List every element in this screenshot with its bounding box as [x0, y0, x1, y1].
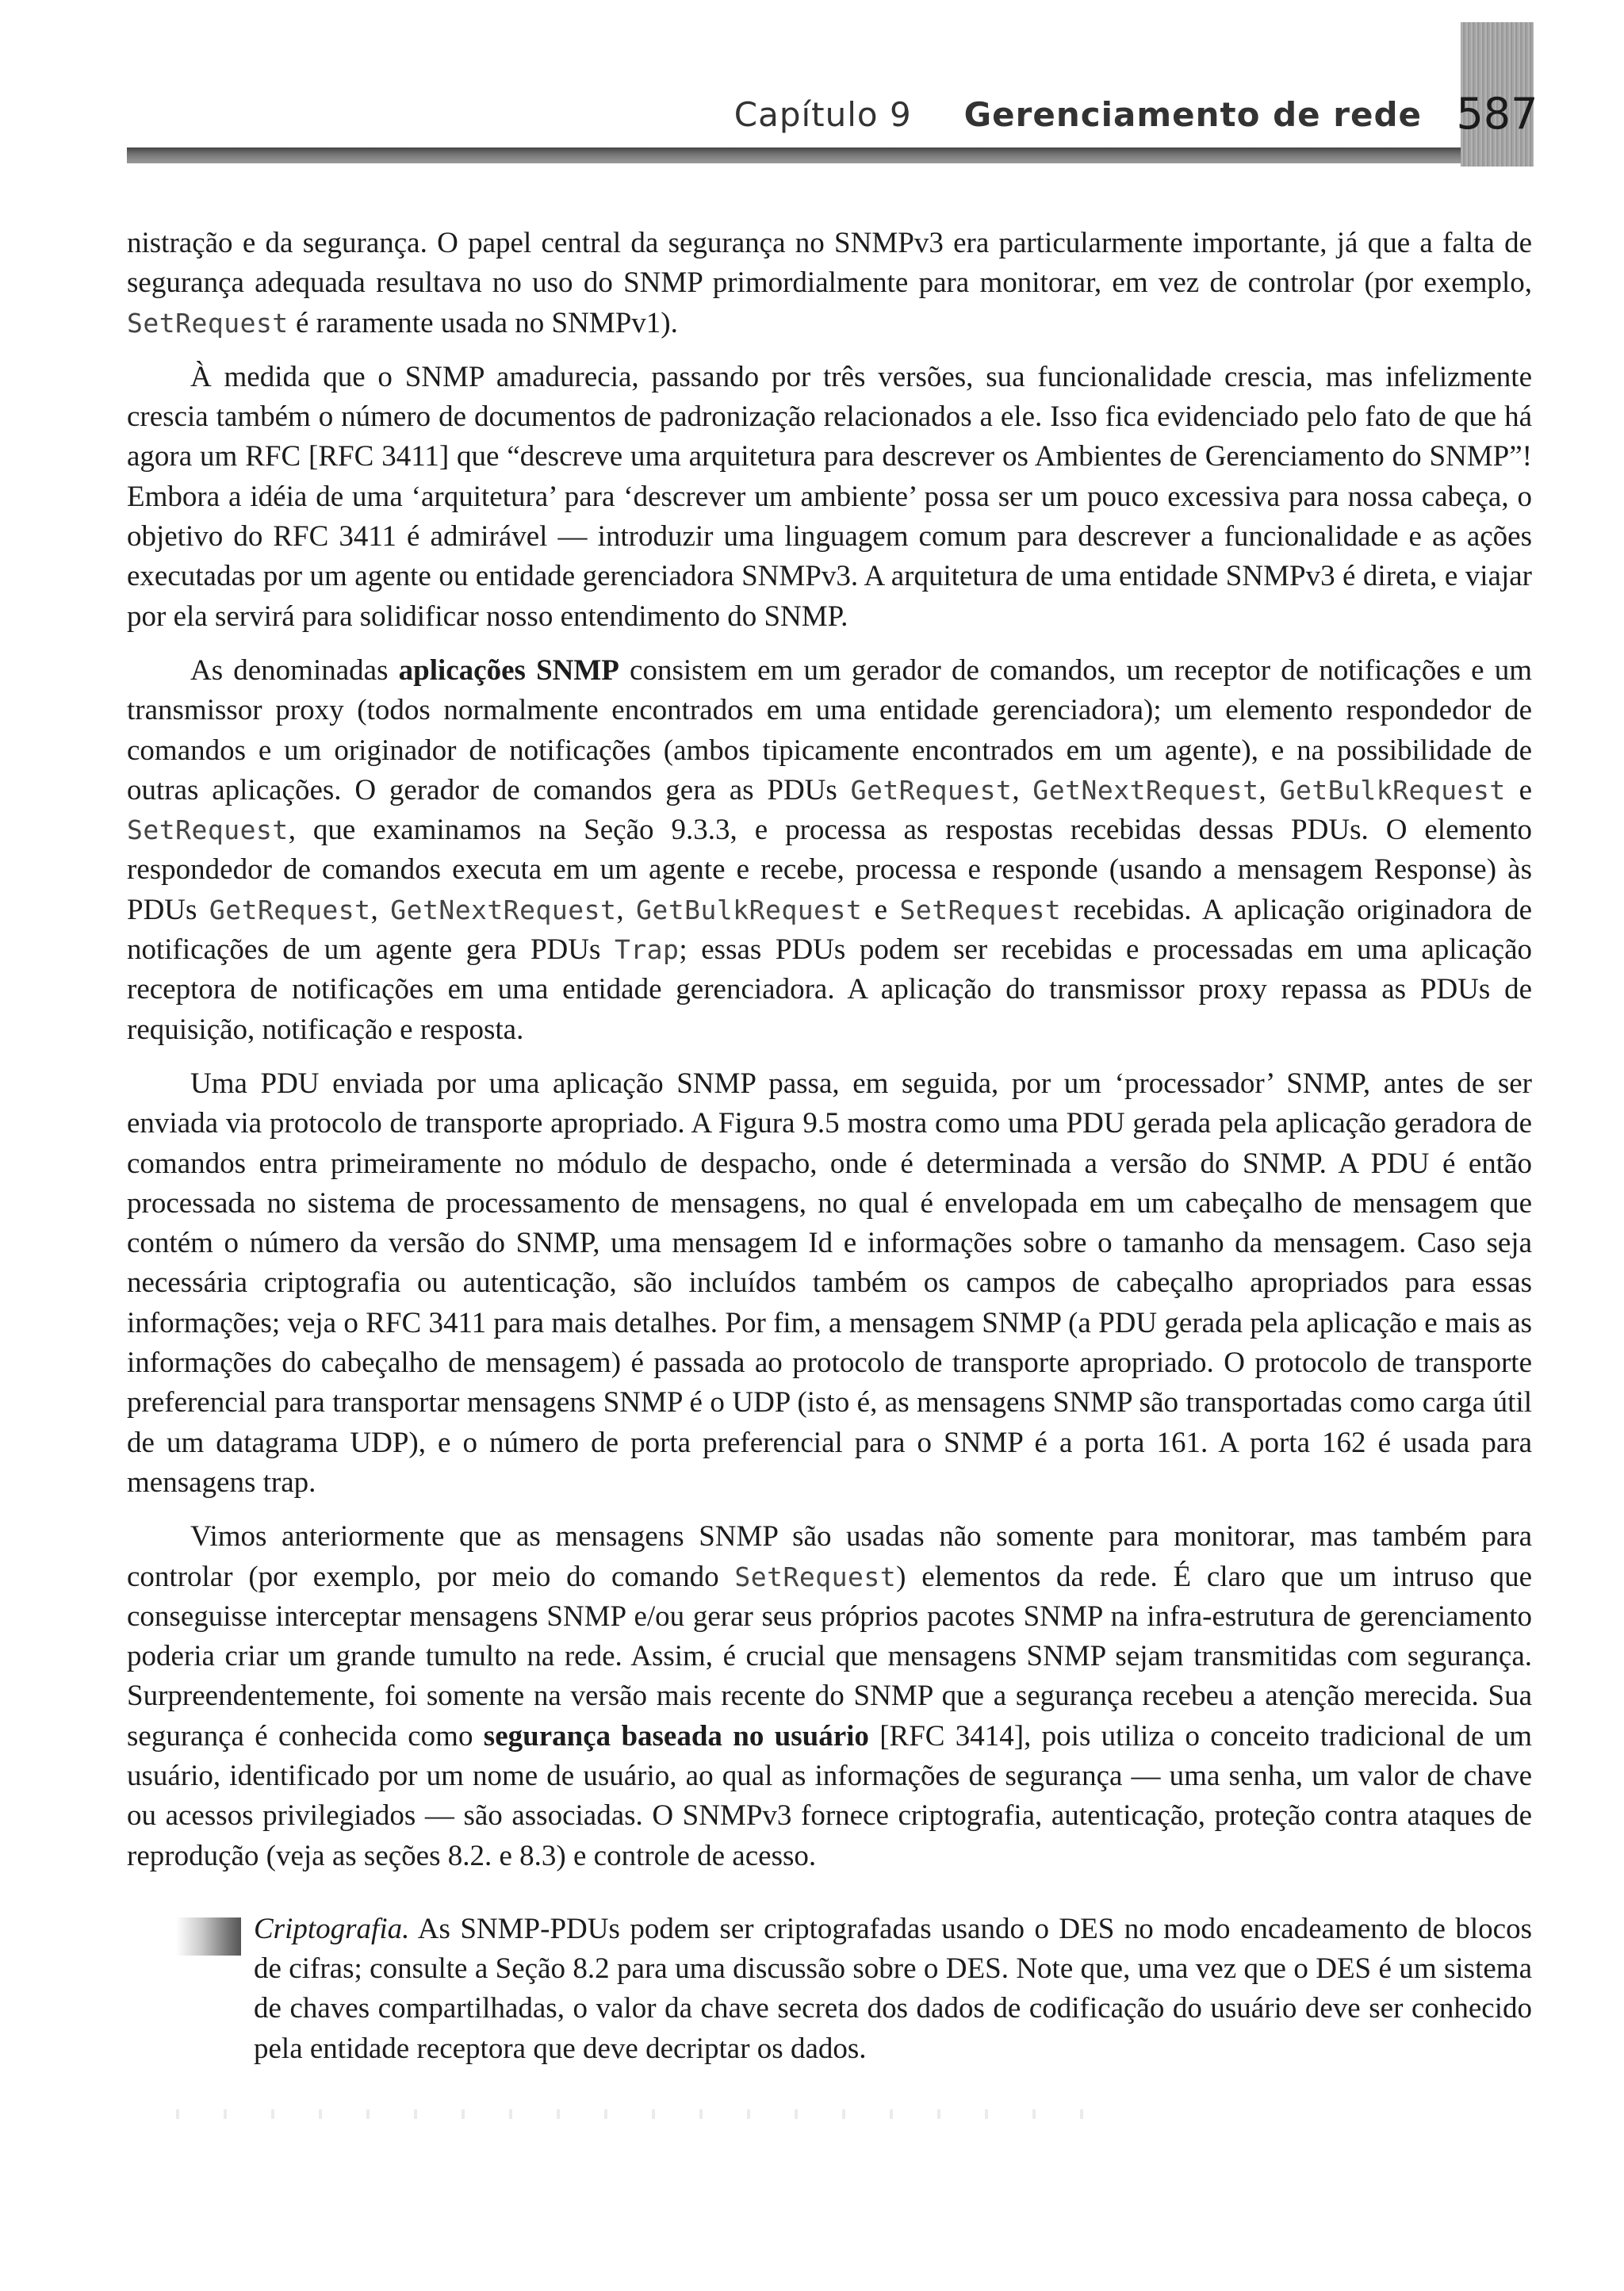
text-run: , — [616, 893, 637, 926]
code-term: GetBulkRequest — [1279, 774, 1506, 806]
text-run: , que examinamos na Seção 9.3.3, e processa as respostas recebidas dessas PDUs. O elemento respondedor de comandos executa em um agente e recebe, processa e responde (usando a mensagem Response) às PDUs — [127, 814, 1532, 926]
paragraph — [254, 1910, 1532, 2069]
code-term: Trap — [614, 934, 680, 966]
text-run: Uma PDU enviada por uma aplicação SNMP passa, em seguida, por um ‘processador’ SNMP, antes de ser enviada via protocolo de transporte apropriado. A Figura 9.5 mostra como uma PDU gerada pela aplicação geradora de comandos entra primeiramente no módulo de despacho, onde é determinada a versão do SNMP. A PDU é então processada no sistema de processamento de mensagens, no qual é envelopada em um cabeçalho de mensagem que contém o número da versão do SNMP, uma mensagem Id e informações sobre o tamanho da mensagem. Caso seja necessária criptografia ou autenticação, são incluídos também os campos de cabeçalho apropriados para essas informações; veja o RFC 3411 para mais detalhes. Por fim, a mensagem SNMP (a PDU gerada pela aplicação e mais as informações do cabeçalho de mensagem) é passada ao protocolo de transporte apropriado. O protocolo de transporte preferencial para transportar mensagens SNMP é o UDP (isto é, as mensagens SNMP são transportadas como carga útil de um datagrama UDP), e o número de porta preferencial para o SNMP é a porta 161. A porta 162 é usada para mensagens trap. — [127, 1067, 1532, 1499]
bullet-item — [127, 1910, 1532, 2069]
text-run: , — [370, 893, 391, 926]
text-run: As denominadas — [190, 653, 399, 687]
code-term: SetRequest — [127, 814, 289, 846]
section-title: Gerenciamento de rede — [963, 95, 1422, 134]
code-term: SetRequest — [734, 1561, 897, 1592]
header-rule — [127, 147, 1484, 163]
paragraph — [127, 1517, 1532, 1876]
text-run: e — [862, 893, 900, 926]
text-run: recebidas. A aplicação originadora de notificações de um agente gera PDUs — [127, 893, 1533, 967]
text-run: nistração e da segurança. O papel central da segurança no SNMPv3 era particularmente importante, já que a falta de segurança adequada resultava no uso do SNMP primordialmente para monitorar, em vez de controlar (por exemplo, — [127, 227, 1532, 300]
text-run: ; essas PDUs podem ser recebidas e processadas em uma aplicação receptora de notificações em uma entidade gerenciadora. A aplicação do transmissor proxy repassa as PDUs de requisição, notificação e resposta. — [127, 933, 1532, 1046]
code-term: GetRequest — [209, 894, 371, 925]
code-term: SetRequest — [899, 894, 1062, 925]
paragraph — [127, 224, 1532, 343]
text-run: Vimos anteriormente que as mensagens SNMP são usadas não somente para monitorar, mas também para controlar (por exemplo, por meio do comando — [127, 1520, 1532, 1593]
italic-term: Criptografia. — [254, 1912, 410, 1945]
text-run: e — [1505, 773, 1532, 806]
text-run: [RFC 3414], pois utiliza o conceito tradicional de um usuário, identificado por um nome de usuário, ao qual as informações de segurança — uma senha, um valor de chave ou acessos privilegiados — são associadas. O SNMPv3 fornece criptografia, autenticação, proteção contra ataques de reprodução (veja as seções 8.2. e 8.3) e controle de acesso. — [127, 1719, 1532, 1872]
text-run: , — [1012, 773, 1033, 806]
text-run: consistem em um gerador de comandos, um receptor de notificações e um transmissor proxy (todos normalmente encontrados em uma entidade gerenciadora); um elemento respondedor de comandos e um originador de notificações (ambos tipicamente encontrados em um agente), e na possibilidade de outras aplicações. O gerador de comandos gera as PDUs — [127, 653, 1532, 806]
text-run: ) elementos da rede. É claro que um intruso que conseguisse interceptar mensagens SNMP e/ou gerar seus próprios pacotes SNMP na infra-estrutura de gerenciamento poderia criar um grande tumulto na rede. Assim, é crucial que mensagens SNMP sejam transmitidas com segurança. Surpreendentemente, foi somente na versão mais recente do SNMP que a segurança recebeu a atenção merecida. Sua segurança é conhecida como — [127, 1560, 1532, 1753]
text-run: , — [1258, 773, 1280, 806]
scan-artifact — [159, 2109, 1110, 2119]
text-run: é raramente usada no SNMPv1). — [288, 306, 678, 339]
code-term: GetNextRequest — [1032, 774, 1259, 806]
text-run: À medida que o SNMP amadurecia, passando por três versões, sua funcionalidade crescia, mas infelizmente crescia também o número de documentos de padronização relacionados a ele. Isso fica evidenciado pelo fato de que há agora um RFC [RFC 3411] que “descreve uma arquitetura para descrever os Ambientes de Gerenciamento do SNMP”! Embora a idéia de uma ‘arquitetura’ para ‘descrever um ambiente’ possa ser um pouco excessiva para nossa cabeça, o objetivo do RFC 3411 é admirável — introduzir uma linguagem comum para descrever a funcionalidade e as ações executadas por um agente ou entidade gerenciadora SNMPv3. A arquitetura de uma entidade SNMPv3 é direta, e viajar por ela servirá para solidificar nosso entendimento do SNMP. — [127, 360, 1532, 633]
bold-term: aplicações SNMP — [398, 653, 619, 687]
bullet-marker-icon — [176, 1917, 241, 1956]
text-run: As SNMP-PDUs podem ser criptografadas usando o DES no modo encadeamento de blocos de cifras; consulte a Seção 8.2 para uma discussão sobre o DES. Note que, uma vez que o DES é um sistema de chaves compartilhadas, o valor da chave secreta dos dados de codificação do usuário deve ser conhecido pela entidade receptora que deve decriptar os dados. — [254, 1912, 1532, 2065]
page-number: 587 — [1456, 89, 1538, 139]
paragraph — [127, 1064, 1532, 1503]
header-title — [734, 95, 1422, 134]
chapter-label: Capítulo 9 — [733, 95, 912, 134]
page-body — [127, 224, 1532, 2083]
paragraph — [127, 358, 1532, 637]
bold-term: segurança baseada no usuário — [483, 1719, 869, 1753]
code-term: SetRequest — [127, 307, 289, 339]
paragraph — [127, 651, 1532, 1050]
code-term: GetNextRequest — [390, 894, 617, 925]
code-term: GetRequest — [850, 774, 1013, 806]
code-term: GetBulkRequest — [636, 894, 863, 925]
running-header — [0, 0, 1624, 170]
